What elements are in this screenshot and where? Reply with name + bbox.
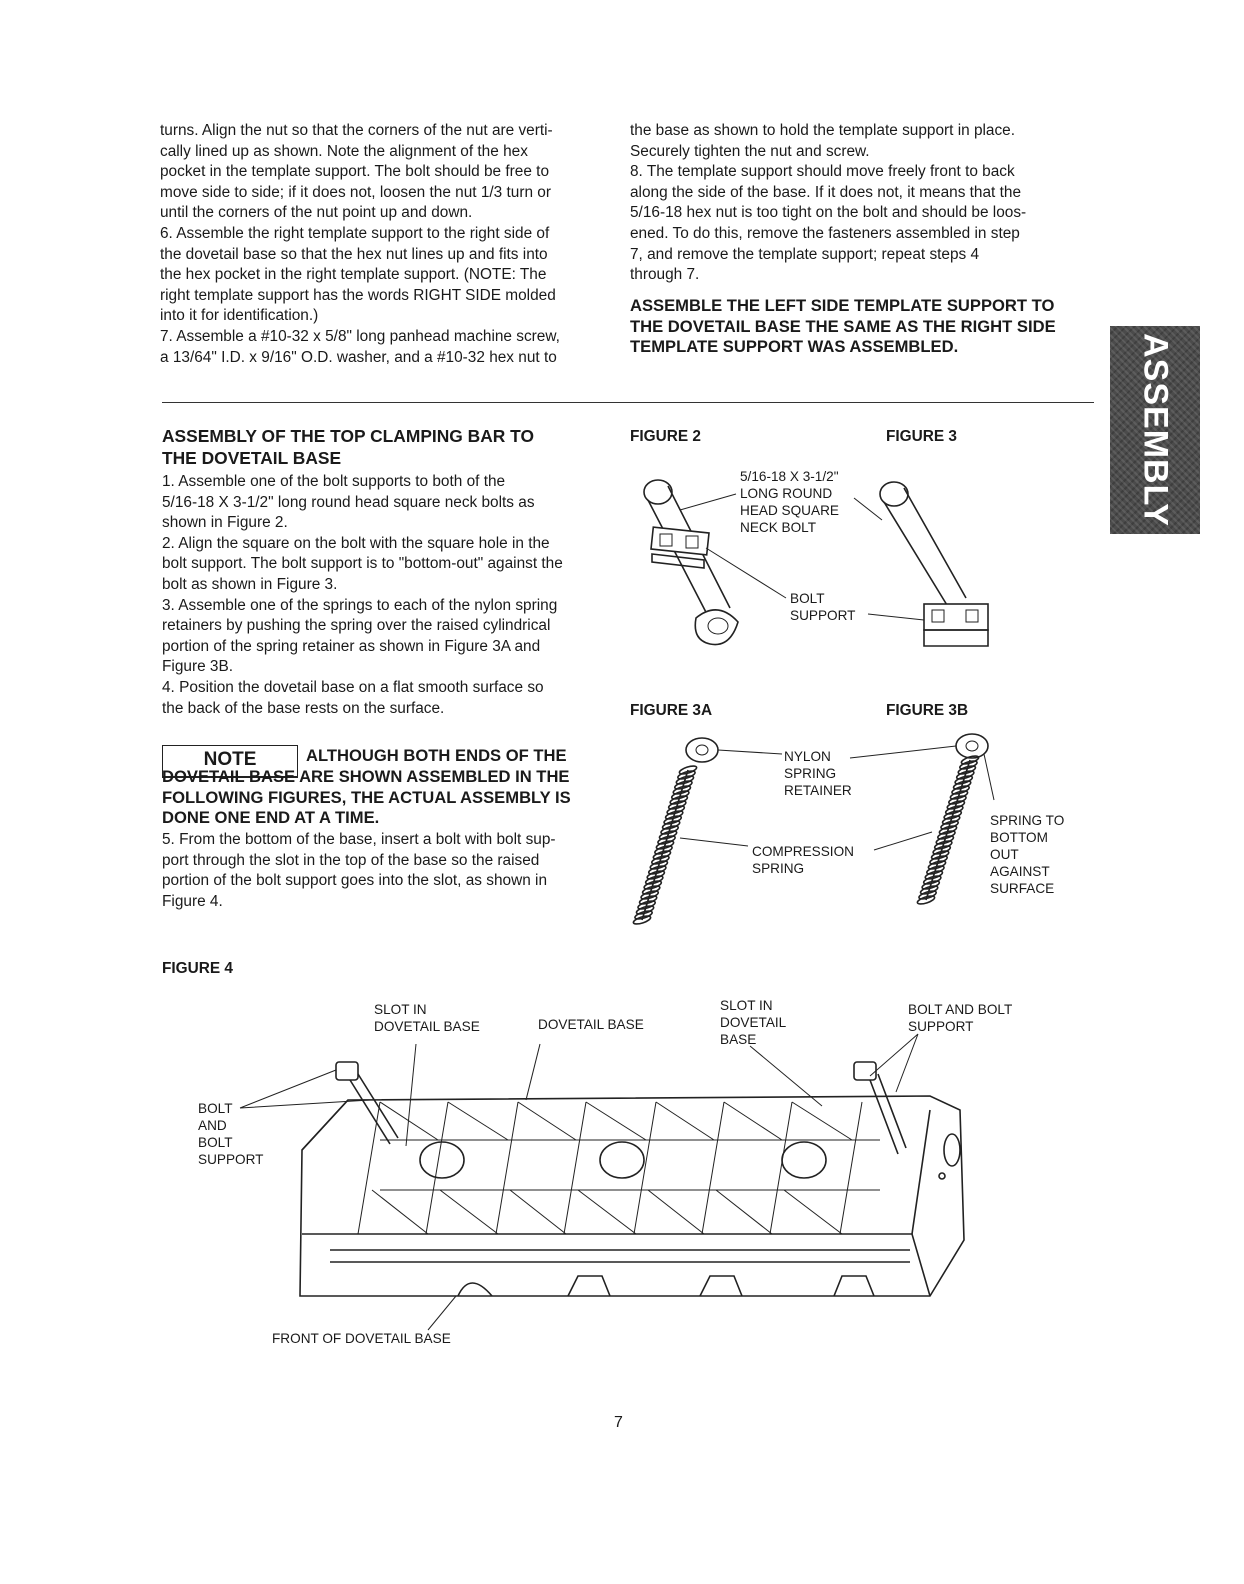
text-line: 7. Assemble a #10-32 x 5/8" long panhead machine screw, bbox=[160, 327, 560, 345]
label-line: LONG ROUND bbox=[740, 486, 833, 501]
figure-3a-title: FIGURE 3A bbox=[630, 702, 713, 719]
section-heading bbox=[162, 425, 534, 469]
text-line: the hex pocket in the right template support. (NOTE: The bbox=[160, 266, 547, 284]
text-line: port through the slot in the top of the base so the raised bbox=[162, 851, 540, 869]
text-line: retainers by pushing the spring over the raised cylindrical bbox=[162, 617, 551, 635]
label-line: SUPPORT bbox=[790, 608, 856, 623]
grid-line bbox=[702, 1102, 724, 1234]
text-line: 6. Assemble the right template support to the right side of bbox=[160, 224, 550, 242]
text-line: bolt support. The bolt support is to "bottom-out" against the bbox=[162, 555, 563, 573]
bold-instruction-line: ASSEMBLE THE LEFT SIDE TEMPLATE SUPPORT TO bbox=[630, 296, 1055, 315]
label-line: BOLT bbox=[198, 1101, 233, 1116]
label-line: AND bbox=[198, 1118, 227, 1133]
label-line: BASE bbox=[720, 1032, 757, 1047]
text-line: 5/16-18 X 3-1/2" long round head square neck bolts as bbox=[162, 493, 535, 511]
text-line: portion of the bolt support goes into the slot, as shown in bbox=[162, 872, 548, 890]
label-line: SUPPORT bbox=[198, 1152, 264, 1167]
text-line: Securely tighten the nut and screw. bbox=[630, 142, 870, 160]
grid-line bbox=[770, 1102, 792, 1234]
label-line: DOVETAIL BASE bbox=[374, 1019, 480, 1034]
text-line: a 13/64" I.D. x 9/16" O.D. washer, and a #10-32 hex nut to bbox=[160, 348, 557, 366]
text-line: the back of the base rests on the surface. bbox=[162, 699, 445, 717]
text-line: 8. The template support should move freely front to back bbox=[630, 163, 1015, 181]
text-line: along the side of the base. If it does not, it means that the bbox=[630, 183, 1022, 201]
text-line: 4. Position the dovetail base on a flat smooth surface so bbox=[162, 678, 544, 696]
text-line: portion of the spring retainer as shown in Figure 3A and bbox=[162, 637, 541, 655]
figure-3-title: FIGURE 3 bbox=[886, 428, 957, 445]
figure-3a-3b-illustration bbox=[620, 720, 1040, 930]
label-line: BOLT bbox=[790, 591, 825, 606]
grid-line bbox=[648, 1190, 704, 1234]
figure-4-title: FIGURE 4 bbox=[162, 960, 233, 977]
grid-line bbox=[372, 1190, 428, 1234]
grid-line bbox=[634, 1102, 656, 1234]
figure-4-front-label: FRONT OF DOVETAIL BASE bbox=[272, 1331, 451, 1346]
note-text-line: FOLLOWING FIGURES, THE ACTUAL ASSEMBLY IS bbox=[162, 787, 571, 807]
text-line: cally lined up as shown. Note the alignment of the hex bbox=[160, 142, 528, 160]
label-line: SPRING TO bbox=[990, 813, 1065, 828]
figure-4-slot-left-label bbox=[374, 1001, 480, 1035]
grid-line bbox=[510, 1190, 566, 1234]
grid-line bbox=[586, 1102, 646, 1140]
heading-line: ASSEMBLY OF THE TOP CLAMPING BAR TO bbox=[162, 426, 535, 446]
grid-line bbox=[840, 1102, 862, 1234]
text-line: shown in Figure 2. bbox=[162, 514, 288, 532]
label-line: AGAINST bbox=[990, 864, 1050, 879]
label-line: 5/16-18 X 3-1/2" bbox=[740, 469, 839, 484]
right-column-continued-text bbox=[630, 121, 1026, 286]
figure-4-illustration bbox=[230, 1040, 1010, 1340]
bold-instruction-line: THE DOVETAIL BASE THE SAME AS THE RIGHT SIDE bbox=[630, 316, 1056, 336]
grid-line bbox=[656, 1102, 714, 1140]
label-line: DOVETAIL bbox=[720, 1015, 787, 1030]
text-line: move side to side; if it does not, loosen the nut 1/3 turn or bbox=[160, 183, 551, 201]
label-line: HEAD SQUARE bbox=[740, 503, 839, 518]
text-line: through 7. bbox=[630, 266, 700, 284]
heading-line: THE DOVETAIL BASE bbox=[162, 448, 342, 468]
label-line: SPRING bbox=[752, 861, 805, 876]
text-line: 5. From the bottom of the base, insert a bolt with bolt sup- bbox=[162, 831, 556, 848]
label-line: BOLT AND BOLT bbox=[908, 1002, 1013, 1017]
note-label: NOTE bbox=[203, 749, 257, 770]
label-line: SLOT IN bbox=[720, 998, 773, 1013]
assembly-steps bbox=[162, 472, 563, 719]
grid-line bbox=[448, 1102, 508, 1140]
note-text-line: DOVETAIL BASE ARE SHOWN ASSEMBLED IN THE bbox=[162, 767, 570, 786]
label-line: SPRING bbox=[784, 766, 837, 781]
section-tab-label: ASSEMBLY bbox=[1136, 333, 1175, 527]
left-side-assembly-instruction bbox=[630, 296, 1056, 358]
label-line: OUT bbox=[990, 847, 1019, 862]
label-line: NECK BOLT bbox=[740, 520, 817, 535]
page-number: 7 bbox=[614, 1414, 623, 1431]
text-line: the base as shown to hold the template support in place. bbox=[630, 122, 1016, 139]
grid-line bbox=[426, 1102, 448, 1234]
text-line: Figure 4. bbox=[162, 892, 223, 910]
text-line: ened. To do this, remove the fasteners assembled in step bbox=[630, 224, 1020, 242]
label-line: SUPPORT bbox=[908, 1019, 974, 1034]
grid-line bbox=[496, 1102, 518, 1234]
grid-line bbox=[578, 1190, 636, 1234]
label-line: RETAINER bbox=[784, 783, 852, 798]
text-line: the dovetail base so that the hex nut lines up and fits into bbox=[160, 245, 548, 263]
label-line: COMPRESSION bbox=[752, 844, 854, 859]
text-line: 1. Assemble one of the bolt supports to both of the bbox=[162, 473, 506, 490]
figure-4-bolt-right-label bbox=[908, 1001, 1012, 1035]
figure-3b-title: FIGURE 3B bbox=[886, 702, 969, 719]
bold-instruction-line: TEMPLATE SUPPORT WAS ASSEMBLED. bbox=[630, 337, 959, 357]
grid-line bbox=[518, 1102, 576, 1140]
text-line: 5/16-18 hex nut is too tight on the bolt and should be loos- bbox=[630, 204, 1027, 222]
label-line: SLOT IN bbox=[374, 1002, 427, 1017]
grid-line bbox=[784, 1190, 842, 1234]
left-column-continued-text bbox=[160, 121, 560, 368]
grid-line bbox=[380, 1102, 438, 1140]
section-divider bbox=[162, 402, 1094, 403]
label-line: NYLON bbox=[784, 749, 831, 764]
figure-2-title: FIGURE 2 bbox=[630, 428, 701, 445]
label-line: SURFACE bbox=[990, 881, 1055, 896]
step-5-text bbox=[162, 830, 556, 912]
note-text-line: DONE ONE END AT A TIME. bbox=[162, 808, 380, 828]
grid-line bbox=[564, 1102, 586, 1234]
text-line: turns. Align the nut so that the corners of the nut are verti- bbox=[160, 122, 553, 139]
figure-4-base-label: DOVETAIL BASE bbox=[538, 1017, 644, 1032]
label-line: BOLT bbox=[198, 1135, 233, 1150]
text-line: pocket in the template support. The bolt should be free to bbox=[160, 163, 550, 181]
text-line: 2. Align the square on the bolt with the square hole in the bbox=[162, 534, 550, 552]
note-text-line: ALTHOUGH BOTH ENDS OF THE bbox=[306, 746, 567, 765]
text-line: 7, and remove the template support; repeat steps 4 bbox=[630, 245, 980, 263]
grid-line bbox=[724, 1102, 782, 1140]
grid-line bbox=[440, 1190, 498, 1234]
figure-2-3-illustration bbox=[620, 450, 1040, 710]
text-line: right template support has the words RIGHT SIDE molded bbox=[160, 286, 556, 304]
grid-line bbox=[792, 1102, 852, 1140]
text-line: until the corners of the nut point up and down. bbox=[160, 204, 473, 222]
section-tab-assembly bbox=[1110, 326, 1200, 534]
text-line: Figure 3B. bbox=[162, 658, 234, 676]
text-line: into it for identification.) bbox=[160, 307, 319, 325]
label-line: BOTTOM bbox=[990, 830, 1048, 845]
grid-line bbox=[716, 1190, 772, 1234]
note-text bbox=[162, 767, 571, 829]
text-line: bolt as shown in Figure 3. bbox=[162, 575, 338, 593]
text-line: 3. Assemble one of the springs to each of the nylon spring bbox=[162, 596, 558, 614]
